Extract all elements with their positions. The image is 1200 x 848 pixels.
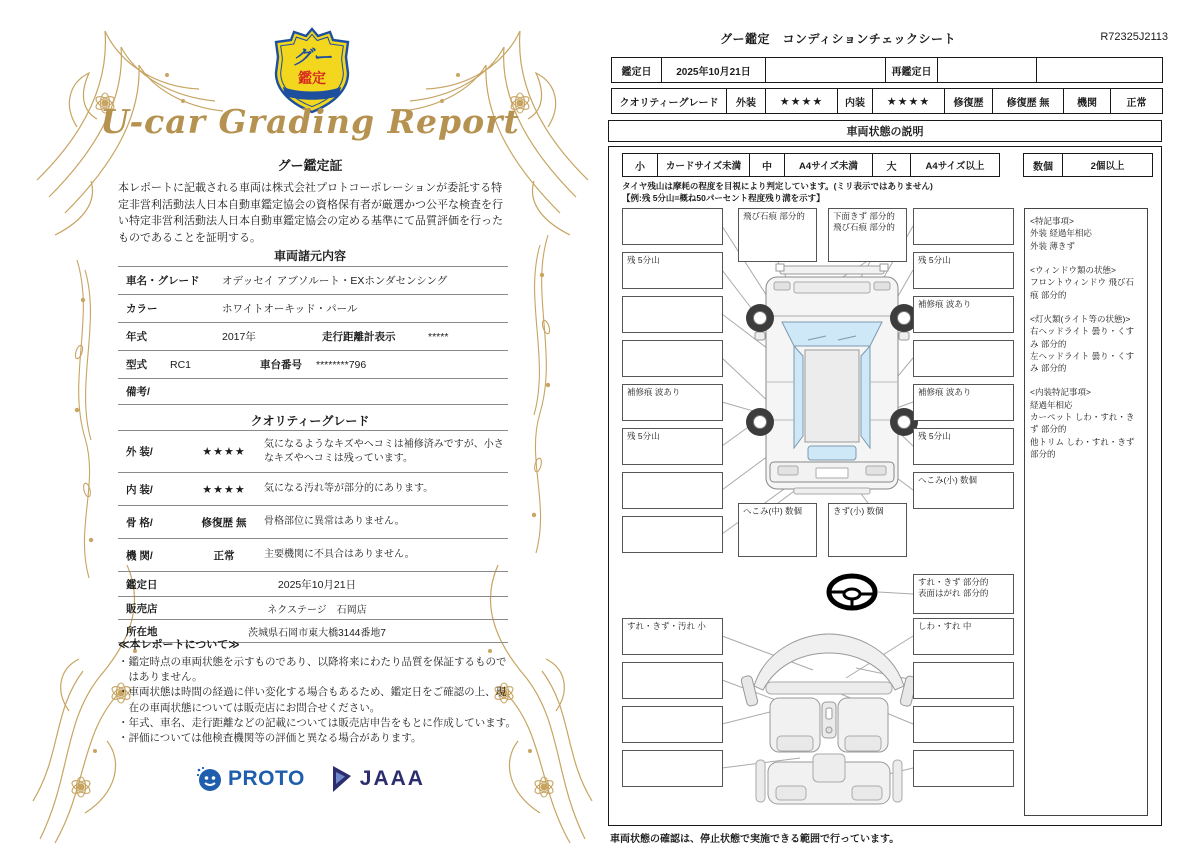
note-line: 他トリム しわ・すれ・きず 部分的 [1030, 436, 1135, 459]
annotation-text: きず(小) 数個 [833, 506, 884, 516]
legend-key: 数個 [1024, 154, 1063, 176]
annotation-box [913, 574, 1014, 614]
exterior-label-cell: 外装 [727, 89, 766, 113]
spec-label: 年式 [126, 331, 147, 343]
grade-label-cell: クオリティーグレード [612, 89, 727, 113]
annotation-box [622, 750, 723, 787]
annotation-text: へこみ(中) 数個 [743, 506, 803, 516]
about-item: ・車両状態は時間の経過に伴い変化する場合もあるため、鑑定日をご確認の上、現在の車両状態については販売店にお問合せください。 [118, 686, 507, 714]
quality-table [118, 430, 508, 643]
annotation-box [913, 296, 1014, 333]
info-value: 2025年10月21日 [277, 578, 357, 591]
spec-label: 型式 [126, 359, 147, 371]
annotation-text: 残 5分山 [627, 255, 660, 265]
grade-label: 機 関/ [126, 549, 153, 562]
spec-value: ***** [428, 330, 449, 343]
spec-section-title: 車両諸元内容 [273, 249, 346, 263]
proto-logo-text: PROTO [228, 767, 305, 790]
annotation-box [828, 208, 907, 262]
spec-label: 車名・グレード [126, 275, 200, 287]
condition-section-title: 車両状態の説明 [608, 120, 1162, 142]
spec-label: 備考/ [126, 386, 150, 398]
note-line: カーペット しわ・すれ・きず 部分的 [1030, 412, 1135, 435]
intro-text: 本レポートに記載される車両は株式会社プロトコーポレーションが委託する特定非営利活動法人日本自動車鑑定協会の資格保有者が厳選かつ公平な検査を行い特定非営利活動法人日本自動車鑑定協会の定める基準にて品質評価を行ったものであることを証明する。 [118, 182, 503, 244]
annotation-text: 補修痕 波あり [918, 387, 972, 397]
annotation-box [738, 208, 817, 262]
redate-label-cell: 再鑑定日 [886, 58, 938, 82]
note-line [1030, 252, 1142, 264]
annotation-box [913, 662, 1014, 699]
annotation-box [622, 208, 723, 245]
annotation-box [913, 750, 1014, 787]
annotation-box [622, 472, 723, 509]
info-value: 茨城県石岡市東大橋3144番地7 [248, 627, 386, 639]
annotation-text: へこみ(小) 数個 [918, 475, 978, 485]
grade-table [611, 88, 1163, 114]
note-line: 外装 薄きず [1030, 240, 1075, 251]
empty-cell [938, 58, 1037, 82]
exterior-stars-cell: ★★★★ [766, 89, 838, 113]
spec-table [118, 266, 508, 405]
grade-label: 内 装/ [126, 483, 153, 496]
note-line [1030, 301, 1142, 313]
about-title: ≪本レポートについて≫ [118, 639, 240, 651]
annotation-text: 残 5分山 [918, 255, 951, 265]
annotation-box [622, 706, 723, 743]
info-label: 鑑定日 [126, 578, 158, 591]
grade-label: 骨 格/ [126, 516, 153, 529]
note-line: <ウィンドウ類の状態> [1030, 264, 1116, 275]
grade-desc: 主要機関に不具合はありません。 [264, 549, 415, 560]
info-label: 販売店 [126, 602, 158, 615]
interior-label-cell: 内装 [838, 89, 873, 113]
annotation-text: 補修痕 波あり [627, 387, 681, 397]
spec-row-remarks [118, 378, 508, 404]
empty-cell [766, 58, 886, 82]
car-interior-view [741, 634, 918, 804]
legend-key: 中 [750, 154, 785, 176]
sheet-footer-note: 車両状態の確認は、停止状態で実施できる範囲で行っています。 [610, 834, 900, 845]
legend-value: A4サイズ未満 [785, 154, 873, 176]
note-line: 外装 経過年相応 [1030, 228, 1092, 239]
annotation-box [913, 252, 1014, 289]
grade-label: 外 装/ [126, 446, 153, 458]
tire-note [622, 181, 982, 205]
tire-note-line1: タイヤ残山は摩耗の程度を目視により判定しています。(ミリ表示ではありません) [622, 181, 933, 191]
note-line: 経過年相応 [1030, 399, 1073, 410]
note-line: フロントウィンドウ 飛び石痕 部分的 [1030, 277, 1134, 300]
info-row-date [118, 571, 508, 596]
spec-label: カラー [126, 303, 158, 315]
badge-text-goo: グー [292, 47, 332, 69]
grade-row-exterior [118, 430, 508, 472]
annotation-text: 表面はがれ 部分的 [918, 588, 989, 599]
report-title: U-car Grading Report [100, 102, 520, 141]
grade-row-interior [118, 472, 508, 505]
date-table [611, 57, 1163, 83]
annotation-box [622, 662, 723, 699]
size-legend [622, 153, 1000, 177]
about-item: ・年式、車名、走行距離などの記載については販売店申告をもとに作成しています。 [118, 716, 516, 729]
annotation-box [622, 516, 723, 553]
report-number: R72325J2113 [1100, 31, 1168, 43]
spec-row-year [118, 322, 508, 350]
jaaa-logo [331, 764, 425, 794]
note-line: 左ヘッドライト 曇り・くすみ 部分的 [1030, 350, 1135, 374]
jaaa-logo-text: JAAA [359, 767, 425, 790]
spec-row-name [118, 266, 508, 294]
annotation-box [913, 472, 1014, 509]
grade-stars: ★★★★ [202, 483, 246, 496]
annotation-text: 残 5分山 [627, 431, 660, 441]
certificate-title: グー鑑定証 [277, 158, 343, 173]
check-sheet-title: グー鑑定 コンディションチェックシート [720, 32, 956, 46]
spec-label: 走行距離計表示 [322, 331, 396, 343]
spec-value: ********796 [316, 358, 367, 371]
special-notes-panel [1024, 208, 1148, 816]
interior-stars-cell: ★★★★ [873, 89, 945, 113]
repair-label-cell: 修復歴 [945, 89, 993, 113]
annotation-box [622, 340, 723, 377]
annotation-box [622, 618, 723, 655]
annotation-box [622, 296, 723, 333]
info-value: ネクステージ 石岡店 [267, 604, 367, 616]
grade-stars: ★★★★ [202, 446, 246, 458]
repair-value-cell: 修復歴 無 [993, 89, 1064, 113]
annotation-text: 残 5分山 [918, 431, 951, 441]
spec-value: ホワイトオーキッド・パール [222, 303, 358, 315]
annotation-text: 飛び石痕 部分的 [743, 211, 805, 221]
annotation-text: すれ・きず 部分的 [918, 577, 989, 587]
car-top-view [746, 264, 918, 494]
proto-icon [195, 765, 223, 793]
engine-value-cell: 正常 [1126, 97, 1147, 109]
about-item: ・鑑定時点の車両状態を示すものであり、以降将来にわたり品質を保証するものではありません。 [118, 656, 507, 684]
engine-label-cell: 機関 [1064, 89, 1111, 113]
annotation-box [622, 428, 723, 465]
steering-wheel-icon [829, 576, 875, 608]
note-line: <内装特記事項> [1030, 387, 1091, 398]
info-label: 所在地 [126, 625, 158, 638]
proto-logo [195, 765, 305, 793]
note-line [1030, 374, 1142, 386]
spec-value: RC1 [170, 358, 192, 371]
quality-section-title: クオリティーグレード [250, 414, 370, 428]
badge-text-kantei: 鑑定 [298, 70, 326, 86]
info-row-dealer [118, 596, 508, 619]
jaaa-icon [331, 764, 355, 794]
annotation-box [622, 252, 723, 289]
grade-row-engine [118, 538, 508, 571]
annotation-box [913, 618, 1014, 655]
empty-cell [1037, 58, 1162, 82]
grade-desc: 気になる汚れ等が部分的にあります。 [264, 483, 434, 494]
spec-row-color [118, 294, 508, 322]
legend-value: カードサイズ未満 [658, 154, 750, 176]
grade-value: 正常 [213, 549, 235, 562]
annotation-text: しわ・すれ 中 [918, 621, 972, 631]
annotation-text: すれ・きず・汚れ 小 [627, 621, 706, 631]
annotation-box [913, 340, 1014, 377]
legend-value: 2個以上 [1090, 161, 1125, 172]
logo-row [60, 764, 560, 794]
date-value-cell: 2025年10月21日 [662, 58, 766, 82]
annotation-box [622, 384, 723, 421]
spec-value: オデッセイ アブソルート・EXホンダセンシング [222, 275, 448, 287]
legend-key: 小 [623, 154, 658, 176]
tire-note-line2: 【例:残 5分山=概ね50パーセント程度残り溝を示す】 [622, 192, 825, 203]
annotation-box [913, 208, 1014, 245]
grade-desc: 骨格部位に異常はありません。 [264, 516, 405, 527]
about-section [118, 636, 516, 746]
annotation-box [913, 428, 1014, 465]
annotation-text: 補修痕 波あり [918, 299, 972, 309]
legend-value: A4サイズ以上 [925, 161, 985, 172]
annotation-box [913, 706, 1014, 743]
annotation-box [913, 384, 1014, 421]
annotation-text: 飛び石痕 部分的 [833, 222, 895, 233]
about-item: ・評価については他検査機関等の評価と異なる場合があります。 [118, 732, 422, 745]
spec-row-model [118, 350, 508, 378]
note-line: 右ヘッドライト 曇り・くすみ 部分的 [1030, 326, 1135, 349]
spec-label: 車台番号 [260, 359, 302, 371]
annotation-box [738, 503, 817, 557]
grade-desc: 気になるようなキズやヘコミは補修済みですが、小さなキズやヘコミは残っています。 [264, 438, 504, 464]
date-label-cell: 鑑定日 [612, 58, 662, 82]
grade-value: 修復歴 無 [201, 516, 247, 529]
annotation-text: 下面きず 部分的 [833, 211, 895, 221]
legend-key: 大 [873, 154, 911, 176]
grade-row-frame [118, 505, 508, 538]
annotation-box [828, 503, 907, 557]
count-legend [1023, 153, 1153, 177]
note-line: <灯火類(ライト等の状態)> [1030, 313, 1131, 324]
spec-value: 2017年 [222, 331, 256, 343]
note-line: <特記事項> [1030, 216, 1074, 226]
